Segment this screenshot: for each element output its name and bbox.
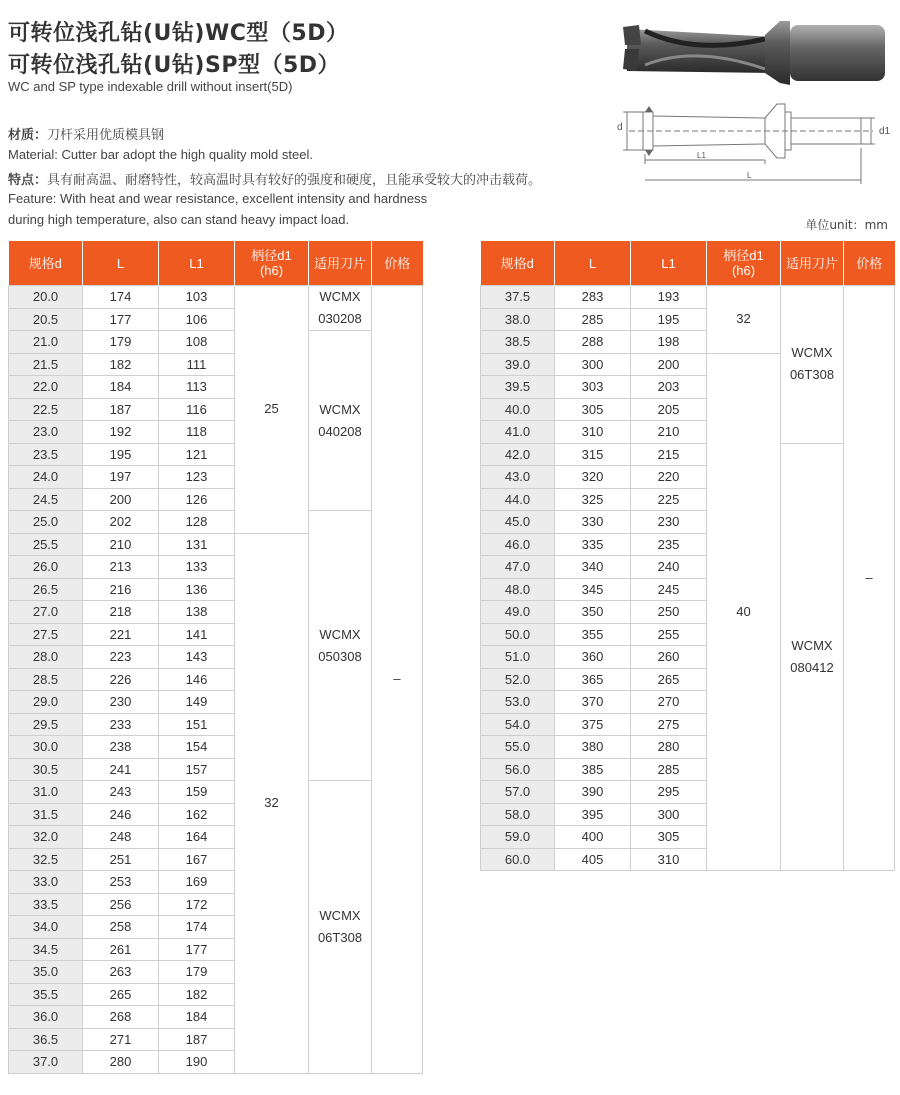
feature-cn [8, 169, 541, 188]
cell-shank-d1: 32 [235, 533, 309, 1073]
insert-model: WCMX [319, 289, 361, 304]
cell-spec-d: 48.0 [481, 578, 555, 601]
cell-length-l1: 141 [159, 623, 235, 646]
cell-length-l1: 235 [631, 533, 707, 556]
insert-model: WCMX [319, 401, 361, 417]
cell-length-l1: 182 [159, 983, 235, 1006]
cell-length-l1: 179 [159, 961, 235, 984]
cell-insert [309, 511, 372, 781]
cell-length-l: 241 [83, 758, 159, 781]
cell-length-l: 187 [83, 398, 159, 421]
dim-l1-label: L1 [697, 151, 706, 160]
cell-length-l: 218 [83, 601, 159, 624]
material-en: Material: Cutter bar adopt the high quality mold steel. [8, 147, 313, 162]
dim-d-label: d [617, 122, 623, 133]
cell-length-l: 365 [555, 668, 631, 691]
cell-spec-d: 40.0 [481, 398, 555, 421]
cell-length-l: 184 [83, 376, 159, 399]
cell-length-l: 355 [555, 623, 631, 646]
cell-spec-d: 43.0 [481, 466, 555, 489]
cell-length-l1: 184 [159, 1006, 235, 1029]
cell-insert [781, 286, 844, 444]
cell-length-l: 370 [555, 691, 631, 714]
insert-code: 040208 [318, 423, 362, 439]
cell-length-l: 226 [83, 668, 159, 691]
insert-model: WCMX [791, 637, 833, 653]
cell-length-l1: 300 [631, 803, 707, 826]
cell-length-l: 400 [555, 826, 631, 849]
cell-length-l1: 151 [159, 713, 235, 736]
cell-spec-d: 33.5 [9, 893, 83, 916]
cell-spec-d: 34.5 [9, 938, 83, 961]
cell-length-l1: 240 [631, 556, 707, 579]
cell-length-l1: 245 [631, 578, 707, 601]
cell-length-l1: 149 [159, 691, 235, 714]
table-row [9, 286, 423, 309]
insert-code: 06T308 [789, 367, 835, 383]
cell-length-l: 174 [83, 286, 159, 309]
cell-spec-d: 33.0 [9, 871, 83, 894]
feature-en-line1: Feature: With heat and wear resistance, excellent intensity and hardness [8, 191, 428, 206]
cell-length-l1: 157 [159, 758, 235, 781]
cell-length-l: 395 [555, 803, 631, 826]
material-cn [8, 124, 164, 143]
cell-spec-d: 24.5 [9, 488, 83, 511]
cell-length-l: 238 [83, 736, 159, 759]
cell-length-l: 246 [83, 803, 159, 826]
cell-spec-d: 26.5 [9, 578, 83, 601]
cell-spec-d: 36.5 [9, 1028, 83, 1051]
cell-length-l: 243 [83, 781, 159, 804]
cell-length-l: 390 [555, 781, 631, 804]
cell-length-l1: 305 [631, 826, 707, 849]
cell-spec-d: 49.0 [481, 601, 555, 624]
cell-spec-d: 20.5 [9, 308, 83, 331]
cell-length-l1: 210 [631, 421, 707, 444]
cell-length-l1: 177 [159, 938, 235, 961]
cell-spec-d: 37.0 [9, 1051, 83, 1074]
table-row [9, 331, 423, 354]
insert-code: 080412 [790, 659, 834, 675]
cell-spec-d: 27.5 [9, 623, 83, 646]
spec-table-right [480, 241, 895, 871]
cell-spec-d: 32.0 [9, 826, 83, 849]
cell-length-l: 305 [555, 398, 631, 421]
cell-length-l: 179 [83, 331, 159, 354]
cell-length-l: 303 [555, 376, 631, 399]
cell-spec-d: 27.0 [9, 601, 83, 624]
cell-length-l: 200 [83, 488, 159, 511]
cell-length-l: 195 [83, 443, 159, 466]
cell-length-l1: 159 [159, 781, 235, 804]
cell-length-l1: 146 [159, 668, 235, 691]
drill-dimension-drawing [605, 98, 895, 198]
header-insert: 适用刀片 [309, 241, 372, 286]
cell-length-l1: 172 [159, 893, 235, 916]
page-subtitle: WC and SP type indexable drill without insert(5D) [8, 79, 293, 94]
header-length-l1: L1 [159, 241, 235, 286]
insert-code: 06T308 [317, 929, 363, 945]
header-insert: 适用刀片 [781, 241, 844, 286]
header-spec-d: 规格d [9, 241, 83, 286]
header-length-l1: L1 [631, 241, 707, 286]
cell-spec-d: 55.0 [481, 736, 555, 759]
cell-spec-d: 30.5 [9, 758, 83, 781]
cell-shank-d1: 25 [235, 286, 309, 534]
cell-length-l1: 265 [631, 668, 707, 691]
insert-model: WCMX [791, 345, 833, 361]
cell-length-l1: 205 [631, 398, 707, 421]
cell-length-l: 223 [83, 646, 159, 669]
cell-spec-d: 39.0 [481, 353, 555, 376]
cell-spec-d: 34.0 [9, 916, 83, 939]
cell-length-l: 253 [83, 871, 159, 894]
cell-length-l: 325 [555, 488, 631, 511]
cell-shank-d1: 32 [707, 286, 781, 354]
cell-insert [309, 331, 372, 511]
cell-length-l1: 193 [631, 286, 707, 309]
cell-spec-d: 35.0 [9, 961, 83, 984]
cell-length-l1: 280 [631, 736, 707, 759]
cell-length-l1: 154 [159, 736, 235, 759]
cell-length-l: 340 [555, 556, 631, 579]
cell-length-l1: 123 [159, 466, 235, 489]
cell-length-l: 263 [83, 961, 159, 984]
cell-spec-d: 53.0 [481, 691, 555, 714]
cell-length-l1: 174 [159, 916, 235, 939]
cell-spec-d: 28.0 [9, 646, 83, 669]
cell-spec-d: 24.0 [9, 466, 83, 489]
cell-spec-d: 26.0 [9, 556, 83, 579]
cell-length-l: 271 [83, 1028, 159, 1051]
drill-tool-image [605, 15, 895, 95]
cell-spec-d: 35.5 [9, 983, 83, 1006]
cell-length-l1: 111 [159, 353, 235, 376]
header-length-l: L [555, 241, 631, 286]
cell-spec-d: 32.5 [9, 848, 83, 871]
cell-spec-d: 31.0 [9, 781, 83, 804]
cell-spec-d: 37.5 [481, 286, 555, 309]
cell-spec-d: 38.0 [481, 308, 555, 331]
cell-spec-d: 47.0 [481, 556, 555, 579]
cell-length-l1: 187 [159, 1028, 235, 1051]
feature-en-line2: during high temperature, also can stand heavy impact load. [8, 212, 350, 227]
cell-length-l: 268 [83, 1006, 159, 1029]
cell-length-l1: 108 [159, 331, 235, 354]
cell-length-l: 285 [555, 308, 631, 331]
header-shank-d1: 柄径d1 (h6) [707, 241, 781, 286]
cell-spec-d: 54.0 [481, 713, 555, 736]
page-title-sp: 可转位浅孔钻(U钻)SP型（5D） [8, 53, 341, 78]
cell-length-l: 248 [83, 826, 159, 849]
cell-length-l1: 131 [159, 533, 235, 556]
page-title-wc: 可转位浅孔钻(U钻)WC型（5D） [8, 21, 349, 46]
cell-length-l1: 200 [631, 353, 707, 376]
cell-length-l1: 255 [631, 623, 707, 646]
insert-model: WCMX [319, 907, 361, 923]
cell-length-l: 360 [555, 646, 631, 669]
cell-length-l: 210 [83, 533, 159, 556]
cell-spec-d: 28.5 [9, 668, 83, 691]
cell-spec-d: 25.5 [9, 533, 83, 556]
cell-spec-d: 22.5 [9, 398, 83, 421]
header-spec-d: 规格d [481, 241, 555, 286]
header-shank-d1: 柄径d1 (h6) [235, 241, 309, 286]
cell-length-l1: 215 [631, 443, 707, 466]
cell-length-l: 177 [83, 308, 159, 331]
insert-model: WCMX [319, 626, 361, 642]
cell-length-l1: 121 [159, 443, 235, 466]
cell-length-l1: 113 [159, 376, 235, 399]
cell-spec-d: 41.0 [481, 421, 555, 444]
cell-spec-d: 57.0 [481, 781, 555, 804]
cell-spec-d: 21.5 [9, 353, 83, 376]
cell-length-l1: 169 [159, 871, 235, 894]
cell-spec-d: 20.0 [9, 286, 83, 309]
cell-length-l: 300 [555, 353, 631, 376]
cell-length-l: 261 [83, 938, 159, 961]
cell-length-l: 350 [555, 601, 631, 624]
cell-spec-d: 39.5 [481, 376, 555, 399]
cell-length-l: 221 [83, 623, 159, 646]
cell-insert [309, 781, 372, 1074]
cell-length-l: 315 [555, 443, 631, 466]
cell-length-l: 385 [555, 758, 631, 781]
cell-spec-d: 42.0 [481, 443, 555, 466]
cell-spec-d: 44.0 [481, 488, 555, 511]
table-row [9, 781, 423, 804]
cell-spec-d: 50.0 [481, 623, 555, 646]
insert-code: 030208 [318, 311, 362, 326]
cell-length-l: 330 [555, 511, 631, 534]
cell-length-l: 265 [83, 983, 159, 1006]
cell-length-l1: 133 [159, 556, 235, 579]
header-length-l: L [83, 241, 159, 286]
material-cn-text: 刀杆采用优质模具钢 [47, 127, 165, 142]
cell-spec-d: 58.0 [481, 803, 555, 826]
cell-length-l: 380 [555, 736, 631, 759]
cell-length-l: 192 [83, 421, 159, 444]
cell-length-l1: 128 [159, 511, 235, 534]
table-row [481, 443, 895, 466]
cell-spec-d: 25.0 [9, 511, 83, 534]
cell-length-l: 256 [83, 893, 159, 916]
table-row [9, 511, 423, 534]
table-header-row [9, 241, 423, 286]
cell-length-l: 230 [83, 691, 159, 714]
cell-length-l1: 116 [159, 398, 235, 421]
cell-length-l1: 203 [631, 376, 707, 399]
cell-spec-d: 52.0 [481, 668, 555, 691]
cell-length-l1: 118 [159, 421, 235, 444]
cell-length-l: 182 [83, 353, 159, 376]
cell-length-l1: 270 [631, 691, 707, 714]
cell-length-l: 405 [555, 848, 631, 871]
spec-table-left [8, 241, 423, 1074]
cell-length-l1: 198 [631, 331, 707, 354]
cell-spec-d: 23.0 [9, 421, 83, 444]
cell-length-l: 345 [555, 578, 631, 601]
table-header-row [481, 241, 895, 286]
cell-spec-d: 56.0 [481, 758, 555, 781]
cell-length-l1: 220 [631, 466, 707, 489]
cell-spec-d: 22.0 [9, 376, 83, 399]
cell-length-l: 213 [83, 556, 159, 579]
cell-length-l: 310 [555, 421, 631, 444]
cell-length-l1: 295 [631, 781, 707, 804]
cell-spec-d: 59.0 [481, 826, 555, 849]
cell-spec-d: 21.0 [9, 331, 83, 354]
cell-length-l1: 225 [631, 488, 707, 511]
insert-code: 050308 [318, 648, 362, 664]
material-cn-label: 材质： [8, 127, 48, 142]
cell-length-l1: 138 [159, 601, 235, 624]
cell-insert [781, 443, 844, 871]
cell-length-l1: 260 [631, 646, 707, 669]
cell-spec-d: 30.0 [9, 736, 83, 759]
cell-length-l1: 195 [631, 308, 707, 331]
cell-length-l: 258 [83, 916, 159, 939]
cell-spec-d: 29.0 [9, 691, 83, 714]
cell-length-l: 283 [555, 286, 631, 309]
cell-length-l1: 275 [631, 713, 707, 736]
cell-length-l: 233 [83, 713, 159, 736]
cell-length-l1: 143 [159, 646, 235, 669]
header-price: 价格 [372, 241, 423, 286]
cell-spec-d: 31.5 [9, 803, 83, 826]
cell-length-l1: 310 [631, 848, 707, 871]
cell-length-l1: 164 [159, 826, 235, 849]
unit-label: 单位unit：mm [805, 218, 888, 232]
cell-spec-d: 38.5 [481, 331, 555, 354]
cell-length-l: 202 [83, 511, 159, 534]
cell-length-l1: 285 [631, 758, 707, 781]
feature-cn-text: 具有耐高温、耐磨特性，较高温时具有较好的强度和硬度，且能承受较大的冲击载荷。 [47, 172, 542, 187]
cell-spec-d: 46.0 [481, 533, 555, 556]
cell-price: – [844, 286, 895, 871]
cell-length-l: 216 [83, 578, 159, 601]
cell-spec-d: 23.5 [9, 443, 83, 466]
cell-length-l1: 126 [159, 488, 235, 511]
cell-price: – [372, 286, 423, 1074]
cell-spec-d: 60.0 [481, 848, 555, 871]
feature-cn-label: 特点： [8, 172, 48, 187]
cell-length-l1: 106 [159, 308, 235, 331]
cell-length-l1: 230 [631, 511, 707, 534]
dim-l-label: L [747, 171, 752, 180]
cell-shank-d1: 40 [707, 353, 781, 871]
cell-length-l: 375 [555, 713, 631, 736]
header-price: 价格 [844, 241, 895, 286]
cell-length-l1: 136 [159, 578, 235, 601]
cell-length-l1: 250 [631, 601, 707, 624]
cell-length-l1: 103 [159, 286, 235, 309]
cell-length-l: 320 [555, 466, 631, 489]
dim-d1-label: d1 [879, 126, 891, 137]
cell-spec-d: 36.0 [9, 1006, 83, 1029]
cell-length-l: 335 [555, 533, 631, 556]
cell-spec-d: 29.5 [9, 713, 83, 736]
cell-length-l: 288 [555, 331, 631, 354]
cell-length-l1: 162 [159, 803, 235, 826]
cell-length-l: 280 [83, 1051, 159, 1074]
cell-spec-d: 51.0 [481, 646, 555, 669]
cell-spec-d: 45.0 [481, 511, 555, 534]
cell-length-l1: 167 [159, 848, 235, 871]
cell-length-l: 251 [83, 848, 159, 871]
cell-length-l1: 190 [159, 1051, 235, 1074]
cell-length-l: 197 [83, 466, 159, 489]
cell-insert [309, 286, 372, 331]
table-row [481, 286, 895, 309]
